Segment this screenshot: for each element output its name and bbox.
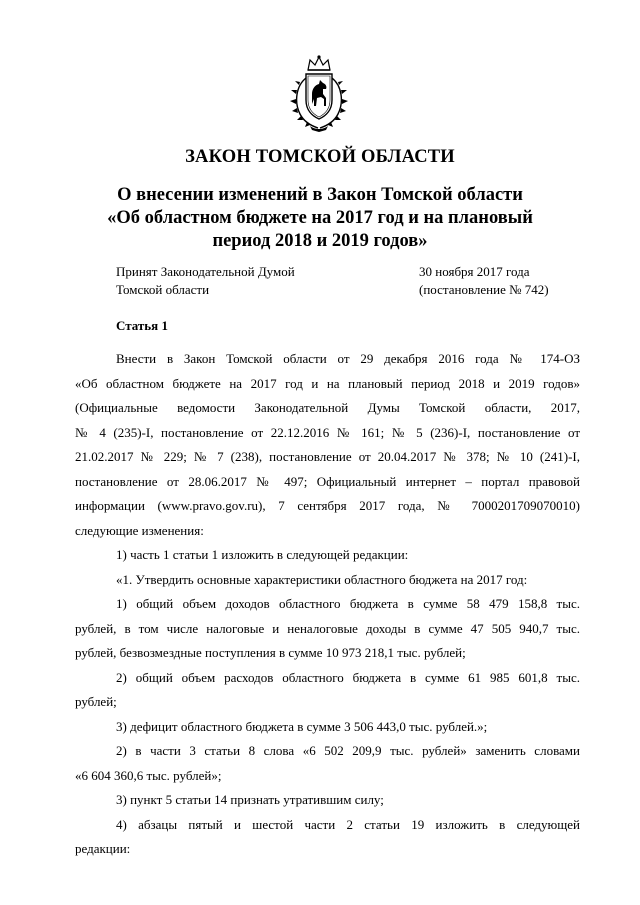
law-subject-line: период 2018 и 2019 годов» <box>212 231 428 251</box>
tomsk-region-coat-of-arms-emblem <box>288 54 350 132</box>
intro-paragraph <box>75 347 580 543</box>
item-line: 3) дефицит областного бюджета в сумме 3 506 443,0 тыс. рублей.»; <box>116 718 488 734</box>
item-paragraph <box>75 568 580 593</box>
item-paragraph <box>75 592 580 666</box>
item-paragraph <box>75 788 580 813</box>
item-paragraph <box>75 715 580 740</box>
law-subject <box>40 184 600 253</box>
item-line: редакции: <box>75 841 131 856</box>
intro-line: информации (www.pravo.gov.ru), 7 сентября 2017 года, № 7000201709070010) <box>75 498 580 513</box>
item-line: 1) общий объем доходов областного бюджета в сумме 58 479 158,8 тыс. <box>116 596 580 611</box>
item-line: 3) пункт 5 статьи 14 признать утратившим силу; <box>116 792 384 807</box>
article-title: Статья 1 <box>116 318 168 333</box>
law-subject-line: «Об областном бюджете на 2017 год и на плановый <box>107 208 533 228</box>
intro-line: следующие изменения: <box>75 522 204 538</box>
article-body <box>75 347 580 862</box>
item-line: рублей, безвозмездные поступления в сумме 10 973 218,1 тыс. рублей; <box>75 645 466 660</box>
item-line: 2) в части 3 статьи 8 слова «6 502 209,9 тыс. рублей» заменить словами <box>116 743 580 758</box>
item-paragraph <box>75 666 580 715</box>
item-line: рублей; <box>75 694 117 709</box>
item-line: 2) общий объем расходов областного бюджета в сумме 61 985 601,8 тыс. <box>116 669 580 685</box>
item-paragraph <box>75 739 580 788</box>
intro-line: № 4 (235)-I, постановление от 22.12.2016 № 161; № 5 (236)-I, постановление от <box>75 424 580 440</box>
adopted-by <box>116 263 295 299</box>
item-line: 1) часть 1 статьи 1 изложить в следующей редакции: <box>116 547 409 562</box>
item-line: «6 604 360,6 тыс. рублей»; <box>75 767 222 783</box>
intro-line: 21.02.2017 № 229; № 7 (238), постановление от 20.04.2017 № 378; № 10 (241)-I, <box>75 449 580 464</box>
intro-line: постановление от 28.06.2017 № 497; Официальный интернет – портал правовой <box>75 473 580 489</box>
item-paragraph <box>75 543 580 568</box>
adoption-date-line: 30 ноября 2017 года <box>419 264 530 279</box>
adoption-date <box>419 263 549 299</box>
item-paragraph <box>75 813 580 862</box>
law-subject-line: О внесении изменений в Закон Томской области <box>117 185 523 205</box>
intro-line: (Официальные ведомости Законодательной Думы Томской области, 2017, <box>75 400 580 415</box>
item-line: рублей, в том числе налоговые и неналоговые доходы в сумме 47 505 940,7 тыс. <box>75 620 580 636</box>
item-line: 4) абзацы пятый и шестой части 2 статьи 19 изложить в следующей <box>116 816 580 832</box>
item-line: «1. Утвердить основные характеристики областного бюджета на 2017 год: <box>116 571 528 587</box>
intro-line: Внести в Закон Томской области от 29 декабря 2016 года № 174-ОЗ <box>116 351 580 366</box>
adopted-by-line: Томской области <box>116 282 210 297</box>
intro-line: «Об областном бюджете на 2017 год и на плановый период 2018 и 2019 годов» <box>75 375 580 391</box>
law-title: ЗАКОН ТОМСКОЙ ОБЛАСТИ <box>185 147 455 167</box>
resolution-number-line: (постановление № 742) <box>419 282 549 297</box>
adopted-by-line: Принят Законодательной Думой <box>116 264 295 279</box>
